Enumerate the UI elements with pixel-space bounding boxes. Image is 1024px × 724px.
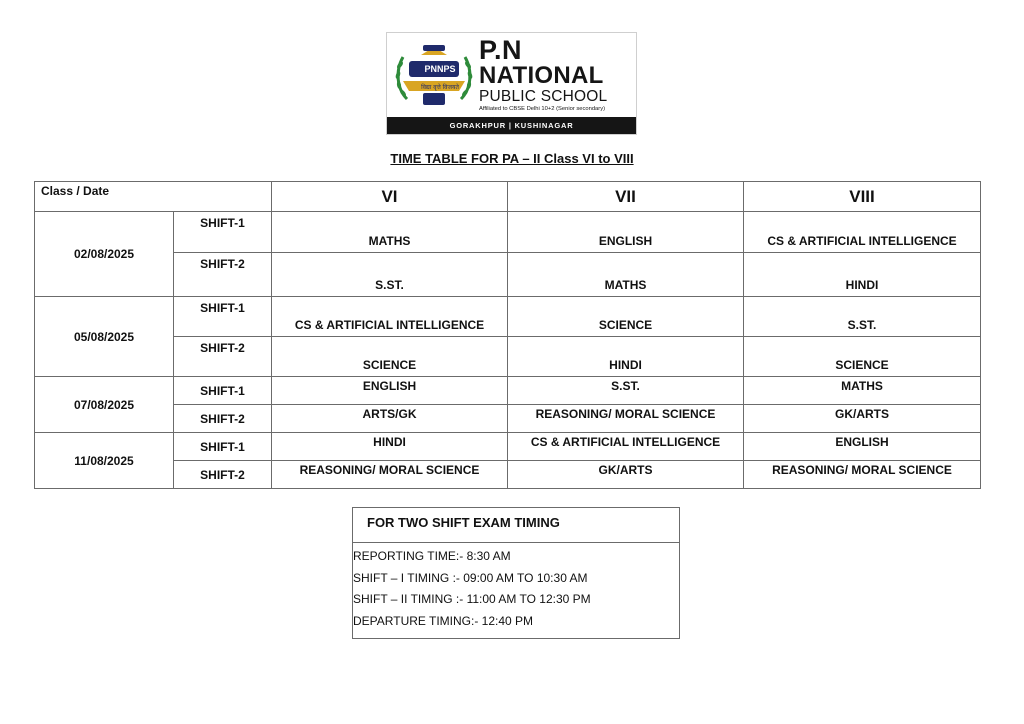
subject-cell: SCIENCE: [272, 337, 508, 377]
subject-cell: REASONING/ MORAL SCIENCE: [272, 461, 508, 489]
header-class-viii: VIII: [744, 182, 981, 212]
school-name-line3: PUBLIC SCHOOL: [479, 88, 608, 105]
date-cell: 05/08/2025: [35, 297, 174, 377]
school-logo: [386, 32, 637, 135]
table-row: [35, 212, 981, 253]
subject-cell: S.ST.: [272, 253, 508, 297]
school-locations: GORAKHPUR | KUSHINAGAR: [387, 117, 636, 134]
table-row: [35, 461, 981, 489]
crest-text: PNNPS: [424, 64, 456, 74]
timing-line-reporting: REPORTING TIME:- 8:30 AM: [353, 549, 511, 563]
subject-cell: GK/ARTS: [508, 461, 744, 489]
subject-cell: ENGLISH: [272, 377, 508, 405]
header-class-vii: VII: [508, 182, 744, 212]
subject-cell: HINDI: [744, 253, 981, 297]
table-row: [35, 337, 981, 377]
subject-cell: SCIENCE: [508, 297, 744, 337]
subject-cell: ARTS/GK: [272, 405, 508, 433]
date-cell: 02/08/2025: [35, 212, 174, 297]
subject-cell: GK/ARTS: [744, 405, 981, 433]
exam-timing-heading: FOR TWO SHIFT EXAM TIMING: [353, 508, 679, 543]
shift-cell: SHIFT-1: [174, 297, 272, 337]
school-name-line1: P.N: [479, 35, 523, 65]
school-crest-icon: [393, 41, 475, 111]
table-row: [35, 377, 981, 405]
subject-cell: CS & ARTIFICIAL INTELLIGENCE: [272, 297, 508, 337]
subject-cell: REASONING/ MORAL SCIENCE: [508, 405, 744, 433]
school-affiliation: Affiliated to CBSE Delhi 10+2 (Senior secondary): [479, 106, 606, 112]
timing-line-shift-1: SHIFT – I TIMING :- 09:00 AM TO 10:30 AM: [353, 570, 588, 585]
subject-cell: CS & ARTIFICIAL INTELLIGENCE: [744, 212, 981, 253]
shift-cell: SHIFT-1: [174, 377, 272, 405]
subject-cell: MATHS: [744, 377, 981, 405]
subject-cell: SCIENCE: [744, 337, 981, 377]
school-name-line2: NATIONAL: [479, 62, 604, 89]
table-row: [35, 405, 981, 433]
table-row: [35, 253, 981, 297]
timing-line-departure: DEPARTURE TIMING:- 12:40 PM: [353, 613, 534, 628]
timetable: [34, 181, 981, 489]
subject-cell: ENGLISH: [508, 212, 744, 253]
subject-cell: HINDI: [508, 337, 744, 377]
shift-cell: SHIFT-2: [174, 405, 272, 433]
crest-motto: विद्या वृत्ते विजयते: [421, 84, 459, 91]
subject-cell: ENGLISH: [744, 433, 981, 461]
exam-timing-box: [352, 507, 680, 639]
date-cell: 07/08/2025: [35, 377, 174, 433]
shift-cell: SHIFT-1: [174, 433, 272, 461]
shift-cell: SHIFT-2: [174, 253, 272, 297]
subject-cell: S.ST.: [744, 297, 981, 337]
date-cell: 11/08/2025: [35, 433, 174, 489]
exam-timing-list: [353, 543, 679, 632]
timetable-header-row: [35, 182, 981, 212]
page-title: TIME TABLE FOR PA – II Class VI to VIII: [390, 151, 634, 166]
subject-cell: REASONING/ MORAL SCIENCE: [744, 461, 981, 489]
subject-cell: MATHS: [272, 212, 508, 253]
shift-cell: SHIFT-2: [174, 337, 272, 377]
subject-cell: HINDI: [272, 433, 508, 461]
subject-cell: S.ST.: [508, 377, 744, 405]
shift-cell: SHIFT-2: [174, 461, 272, 489]
subject-cell: CS & ARTIFICIAL INTELLIGENCE: [508, 433, 744, 461]
header-class-vi: VI: [272, 182, 508, 212]
shift-cell: SHIFT-1: [174, 212, 272, 253]
table-row: [35, 297, 981, 337]
timing-line-shift-2: SHIFT – II TIMING :- 11:00 AM TO 12:30 PM: [353, 592, 591, 606]
header-class-date: Class / Date: [35, 182, 272, 212]
school-name-block: [479, 37, 634, 113]
table-row: [35, 433, 981, 461]
subject-cell: MATHS: [508, 253, 744, 297]
